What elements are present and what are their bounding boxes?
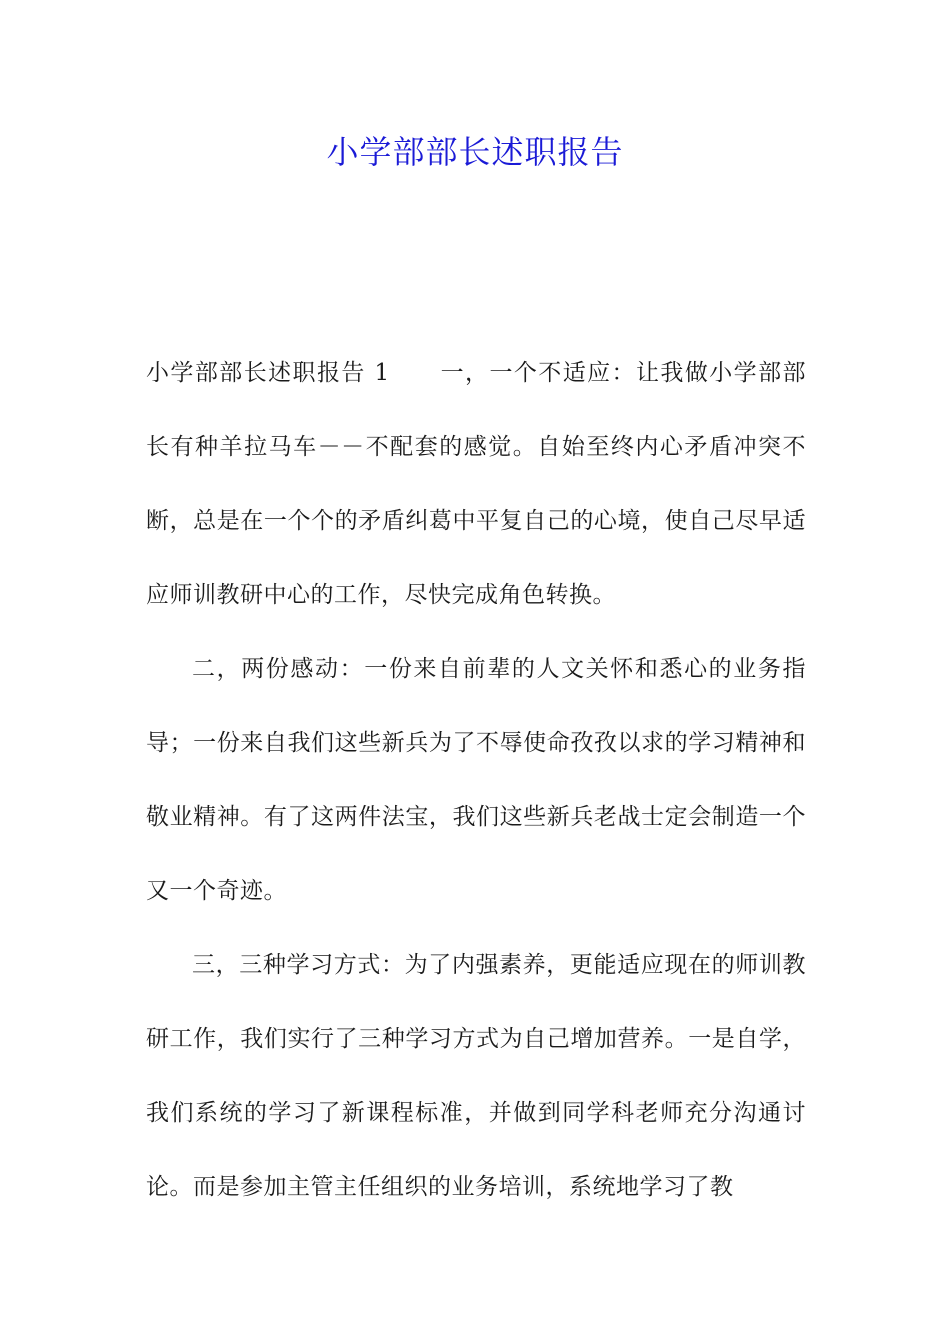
paragraph-1 bbox=[146, 336, 806, 632]
paragraph-1-text: 一，一个不适应：让我做小学部部长有种羊拉马车－－不配套的感觉。自始至终内心矛盾冲突不断，总是在一个个的矛盾纠葛中平复自己的心境，使自己尽早适应师训教研中心的工作，尽快完成角色转换。 bbox=[146, 360, 806, 608]
document-title: 小学部部长述职报告 bbox=[326, 133, 624, 171]
document-body bbox=[146, 336, 806, 1224]
paragraph-1-lead: 小学部部长述职报告 1 bbox=[146, 360, 390, 386]
paragraph-3: 三，三种学习方式：为了内强素养，更能适应现在的师训教研工作，我们实行了三种学习方式为自己增加营养。一是自学，我们系统的学习了新课程标准，并做到同学科老师充分沟通讨论。而是参加主管主任组织的业务培训，系统地学习了教 bbox=[146, 952, 806, 1200]
paragraph-2: 二，两份感动：一份来自前辈的人文关怀和悉心的业务指导；一份来自我们这些新兵为了不辱使命孜孜以求的学习精神和敬业精神。有了这两件法宝，我们这些新兵老战士定会制造一个又一个奇迹。 bbox=[146, 656, 806, 904]
